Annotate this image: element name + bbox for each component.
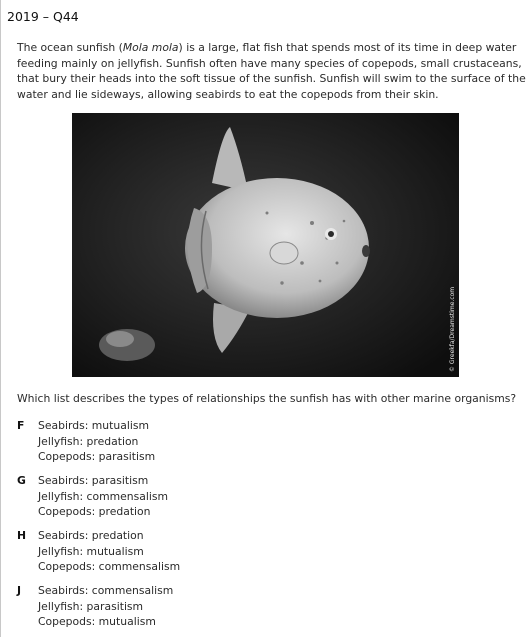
option-text: Seabirds: mutualism Jellyfish: predation Copepods: parasitism [38, 419, 156, 463]
photo-credit: © Greekfa/Dreamstime.com [449, 286, 456, 372]
passage-line: water and lie sideways, allowing seabirds to eat the copepods from their skin. [17, 87, 439, 101]
option-letter: G [17, 474, 26, 487]
question-stem: Which list describes the types of relationships the sunfish has with other marine organisms? [17, 392, 517, 405]
option-letter: F [17, 419, 25, 432]
option-letter: J [17, 584, 22, 597]
question-number: 2019 – Q44 [7, 9, 79, 24]
sunfish-photo [72, 113, 459, 377]
passage-line: that bury their heads into the soft tissue of the sunfish. Sunfish will swim to the surface of the [17, 72, 526, 85]
passage-line: The ocean sunfish (Mola mola) is a large, flat fish that spends most of its time in deep water [17, 41, 517, 54]
option-text: Seabirds: parasitism Jellyfish: commensalism Copepods: predation [38, 474, 169, 518]
option-letter: H [17, 529, 27, 542]
passage-line: feeding mainly on jellyfish. Sunfish often have many species of copepods, small crustaceans, [17, 56, 522, 70]
sunfish-illustration [72, 113, 459, 377]
option-text: Seabirds: predation Jellyfish: mutualism Copepods: commensalism [38, 529, 181, 573]
option-text: Seabirds: commensalism Jellyfish: parasitism Copepods: mutualism [38, 584, 174, 628]
passage-text [17, 40, 532, 102]
